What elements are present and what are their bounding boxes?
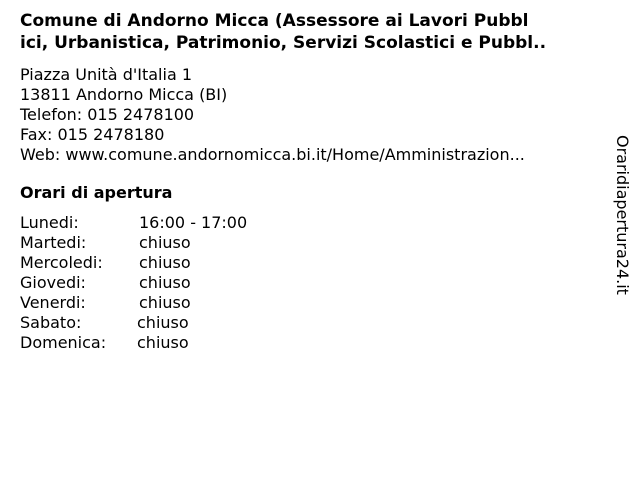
time-value: chiuso (139, 293, 191, 312)
time-value: chiuso (139, 273, 191, 292)
time-value: chiuso (137, 313, 189, 332)
day-label: Lunedi: (20, 213, 79, 232)
day-label: Giovedi: (20, 273, 86, 292)
city-address: 13811 Andorno Micca (BI) (20, 85, 228, 104)
day-label: Sabato: (20, 313, 82, 332)
fax-number: Fax: 015 2478180 (20, 125, 165, 144)
time-value: 16:00 - 17:00 (139, 213, 248, 232)
day-label: Martedi: (20, 233, 87, 252)
opening-hours-heading: Orari di apertura (20, 183, 173, 202)
time-value: chiuso (139, 253, 191, 272)
title-line-1: Comune di Andorno Micca (Assessore ai Lavori Pubbl (20, 11, 529, 31)
time-value: chiuso (137, 333, 189, 352)
day-label: Mercoledi: (20, 253, 103, 272)
title-line-2: ici, Urbanistica, Patrimonio, Servizi Scolastici e Pubbl.. (20, 33, 547, 53)
phone-number: Telefon: 015 2478100 (20, 105, 195, 124)
day-label: Domenica: (20, 333, 107, 352)
time-value: chiuso (139, 233, 191, 252)
page-title (20, 10, 620, 54)
website-link[interactable]: Web: www.comune.andornomicca.bi.it/Home/Amministrazion... (20, 145, 525, 164)
contact-info (20, 65, 525, 165)
day-label: Venerdi: (20, 293, 86, 312)
site-watermark: Oraridiapertura24.it (613, 135, 632, 295)
street-address: Piazza Unità d'Italia 1 (20, 65, 193, 84)
